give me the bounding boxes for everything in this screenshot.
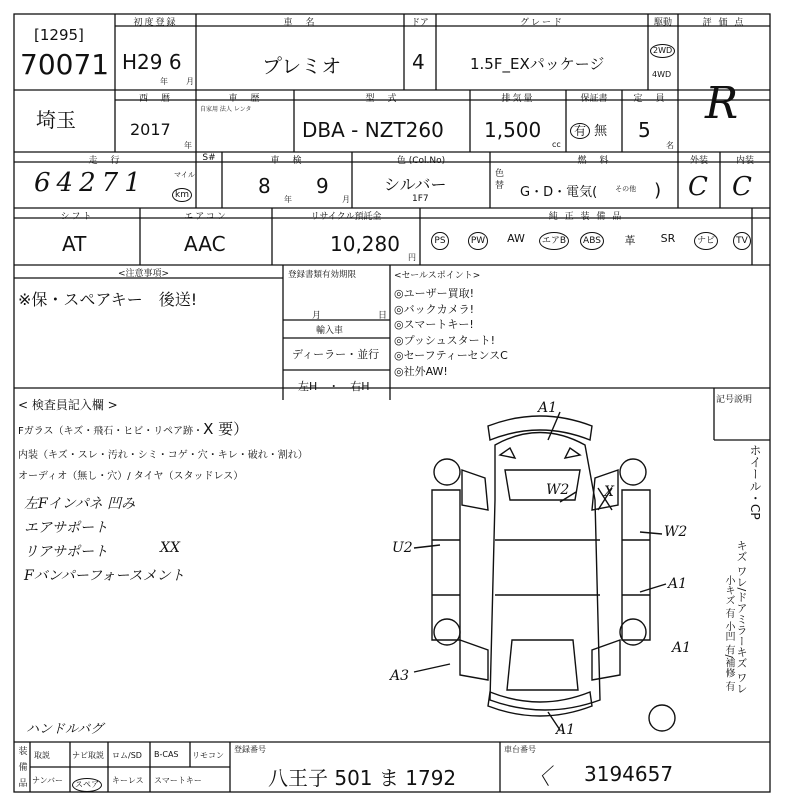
- mileage-unit-top: マイル: [174, 171, 195, 179]
- model-label: 型 式: [365, 94, 399, 104]
- damage-mark: A1: [538, 400, 558, 416]
- chassis-label: 車台番号: [504, 745, 536, 754]
- history-sub: 自家用 法人 レンタ: [200, 106, 252, 113]
- car-name: プレミオ: [262, 54, 342, 78]
- recycle-label: リサイクル預託金: [310, 212, 382, 222]
- fuel-label: 燃 料: [577, 156, 611, 166]
- damage-mark: W2: [546, 482, 570, 498]
- exterior-grade: C: [688, 172, 708, 202]
- equipment-label: 純 正 装 備 品: [548, 212, 624, 222]
- footer-item: キーレス: [112, 776, 144, 785]
- shaken-month: 9: [316, 174, 329, 198]
- sales-points-label: <セールスポイント>: [394, 271, 481, 281]
- sales-point: ◎プッシュスタート!: [394, 333, 496, 347]
- lot-number: 70071: [20, 48, 110, 81]
- car-name-label: 車 名: [283, 18, 317, 28]
- recycle-unit: 円: [408, 253, 416, 262]
- grade: 1.5F_EXパッケージ: [470, 55, 605, 73]
- footer-item: スマートキー: [154, 776, 202, 785]
- plate-label: 登録番号: [234, 745, 266, 754]
- handwritten-bottom: ハンドルバグ: [26, 722, 104, 737]
- warranty-value: 有 無: [570, 120, 607, 139]
- model-year: 2017: [130, 120, 171, 139]
- sales-point: ◎ユーザー買取!: [394, 287, 475, 300]
- ac-label: エアコン: [184, 212, 228, 222]
- displacement: 1,500: [484, 118, 542, 142]
- color-label: 色 (Col.No): [396, 156, 446, 166]
- history-label: 車 歴: [228, 94, 262, 104]
- year-label: 西 暦: [138, 94, 172, 104]
- color-number: 1F7: [412, 194, 429, 204]
- ac: AAC: [184, 232, 226, 256]
- door-count: 4: [412, 50, 425, 74]
- damage-mark: X: [604, 484, 614, 500]
- score: R: [705, 78, 739, 129]
- displacement-unit: cc: [552, 140, 561, 149]
- shaken-year: 8: [258, 174, 271, 198]
- first-reg-month-label: 月: [186, 77, 194, 86]
- equipment-item: PS: [424, 232, 456, 250]
- equipment-item: ナビ: [690, 232, 722, 250]
- sales-point: ◎社外AW!: [394, 364, 448, 378]
- drive-label: 駆動: [653, 18, 672, 28]
- recycle-fee: 10,280: [330, 232, 400, 256]
- footer-item: B-CAS: [154, 750, 179, 759]
- reg-month: 月: [312, 311, 322, 321]
- damage-mark: A1: [556, 722, 576, 738]
- shaken-month-unit: 月: [342, 195, 350, 204]
- equipment-item: TV: [726, 232, 758, 250]
- door-label: ドア: [411, 18, 429, 28]
- equipment-item: 革: [624, 234, 636, 247]
- lot-sub: [1295]: [34, 26, 84, 44]
- equipment-item: エアB: [538, 232, 570, 250]
- mileage-unit: km: [172, 182, 192, 202]
- import-label: 輸入車: [316, 326, 344, 336]
- color-name: シルバー: [384, 175, 447, 194]
- handwritten-xx: XX: [160, 540, 180, 556]
- s-label: S#: [202, 153, 216, 163]
- first-reg-year-label: 年: [160, 77, 168, 86]
- grade-label: グレード: [519, 18, 564, 28]
- exterior-label: 外装: [689, 156, 708, 166]
- damage-mark: A3: [390, 668, 410, 684]
- notes-label: <注意事項>: [118, 269, 170, 279]
- drive-2wd: 2WD: [650, 38, 675, 58]
- footer-item: ロム/SD: [112, 751, 142, 760]
- displacement-label: 排気量: [501, 94, 535, 104]
- chassis-mark: 〈: [528, 765, 551, 790]
- equipment-item: ABS: [576, 232, 608, 250]
- footer-item: ナビ取説: [72, 751, 104, 760]
- sales-point: ◎スマートキー!: [394, 318, 474, 331]
- equipment-item: PW: [462, 232, 494, 250]
- model-code: DBA - NZT260: [302, 118, 444, 142]
- capacity-label: 定 員: [633, 94, 667, 104]
- shaken-label: 車 検: [270, 156, 304, 166]
- shift: AT: [62, 232, 87, 256]
- sales-point: ◎セーフティーセンスC: [394, 349, 508, 362]
- legend-col-3: 小キズ 有 小凹 有/補修 有: [723, 575, 734, 692]
- color-change-label: 色替: [495, 169, 505, 191]
- glass-line: Fガラス（キズ・飛石・ヒビ・リペア跡・X 要）: [18, 420, 249, 438]
- damage-mark: A1: [672, 640, 692, 656]
- score-label: 評 価 点: [702, 18, 746, 28]
- equipment-item: AW: [507, 232, 525, 245]
- inspector-label: < 検査員記入欄 >: [18, 398, 118, 412]
- warranty-label: 保証書: [580, 94, 608, 104]
- damage-mark: A1: [668, 576, 688, 592]
- footer-item: リモコン: [192, 751, 224, 760]
- reg-day: 日: [378, 311, 388, 321]
- region: 埼玉: [36, 108, 76, 132]
- interior-grade: C: [732, 172, 752, 202]
- fuel-types: G・D・電気( $^{その他}$ ): [520, 180, 662, 201]
- audio-line: オーディオ（無し・穴）/ タイヤ（スタッドレス）: [18, 471, 244, 482]
- drive-4wd: 4WD: [652, 70, 672, 79]
- mileage-digits: 64271: [34, 168, 147, 198]
- legend-title: 記号説明: [716, 395, 753, 405]
- first-reg-value: H29 6: [122, 50, 182, 74]
- capacity: 5: [638, 118, 651, 142]
- shaken-year-unit: 年: [284, 195, 292, 204]
- handwritten-notes: 左Fインパネ 凹み エアサポート リアサポート Fバンパーフォースメント: [24, 496, 185, 584]
- reg-doc-label: 登録書類有効期限: [288, 270, 357, 280]
- footer-item-circled: スペア: [72, 772, 102, 792]
- year-unit: 年: [184, 141, 192, 150]
- footer-row-labels: 装 備 品: [18, 747, 28, 789]
- damage-mark: U2: [392, 540, 413, 556]
- footer-item: ナンバー: [32, 776, 64, 785]
- import-value: ディーラー・並行: [292, 348, 380, 361]
- chassis-number: 3194657: [584, 762, 674, 786]
- interior-label: 内装: [735, 156, 754, 166]
- sales-point: ◎バックカメラ!: [394, 302, 475, 316]
- mileage-label: 走 行: [88, 156, 122, 166]
- equipment-item: SR: [660, 232, 676, 245]
- capacity-unit: 名: [666, 141, 674, 150]
- notes-text: ※保・スペアキー 後送!: [18, 290, 198, 309]
- interior-line: 内装（キズ・スレ・汚れ・シミ・コゲ・穴・キレ・破れ・割れ）: [18, 450, 308, 461]
- legend-col-2: キズ ワレ/ドアミラーキズ ワレ: [735, 540, 748, 694]
- shift-label: シフト: [60, 212, 94, 222]
- damage-mark: W2: [664, 524, 688, 540]
- first-reg-label: 初度登録: [133, 18, 178, 28]
- legend-col-1: ホイール・CP: [748, 444, 762, 520]
- footer-item: 取説: [34, 751, 50, 760]
- plate-number: 八王子 501 ま 1792: [268, 766, 457, 790]
- handle-value: 左H ・ 右H: [298, 380, 370, 393]
